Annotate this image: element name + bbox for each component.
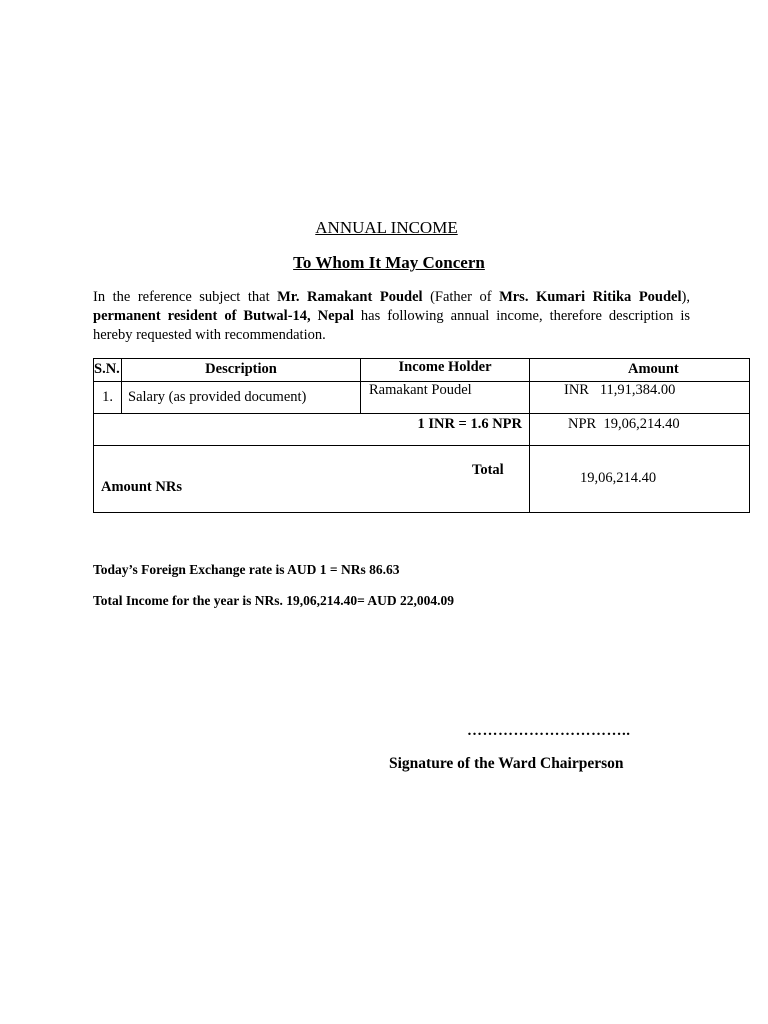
amount-nrs-label: Amount NRs	[101, 479, 182, 495]
row-amount: INR 11,91,384.00	[530, 382, 750, 414]
total-cell	[94, 446, 530, 513]
income-table	[93, 358, 750, 513]
total-label: Total	[472, 462, 504, 478]
header-description: Description	[122, 359, 361, 382]
conversion-row	[94, 414, 750, 446]
header-sn: S.N.	[94, 359, 122, 382]
conversion-label: 1 INR = 1.6 NPR	[94, 414, 530, 446]
daughter-name: Mrs. Kumari Ritika Poudel	[499, 289, 682, 305]
signature-label: Signature of the Ward Chairperson	[389, 755, 624, 772]
document-subtitle: To Whom It May Concern	[293, 253, 485, 272]
conversion-amount: NPR 19,06,214.40	[530, 414, 750, 446]
row-sn: 1.	[94, 382, 122, 414]
total-row	[94, 446, 750, 513]
intro-paragraph	[93, 288, 690, 345]
table-header-row	[94, 359, 750, 382]
intro-text-3: ),	[681, 289, 690, 305]
row-income-holder: Ramakant Poudel	[361, 382, 530, 414]
table-row	[94, 382, 750, 414]
intro-text-4: has following annual income, therefore description is hereby requested with recommendation.	[93, 308, 690, 343]
intro-text-2: (Father of	[422, 289, 500, 305]
total-amount: 19,06,214.40	[530, 446, 750, 513]
total-income-text: Total Income for the year is NRs. 19,06,214.40= AUD 22,004.09	[93, 593, 455, 608]
row-description: Salary (as provided document)	[122, 382, 361, 414]
document-title: ANNUAL INCOME	[315, 218, 458, 237]
residence: permanent resident of Butwal-14, Nepal	[93, 308, 354, 324]
intro-text-1: In the reference subject that	[93, 289, 278, 305]
header-amount: Amount	[530, 359, 750, 382]
father-name: Mr. Ramakant Poudel	[277, 289, 423, 305]
exchange-rate-text: Today’s Foreign Exchange rate is AUD 1 = NRs 86.63	[93, 562, 400, 577]
header-income-holder: Income Holder	[361, 359, 530, 382]
signature-line: …………………………..	[467, 723, 631, 739]
